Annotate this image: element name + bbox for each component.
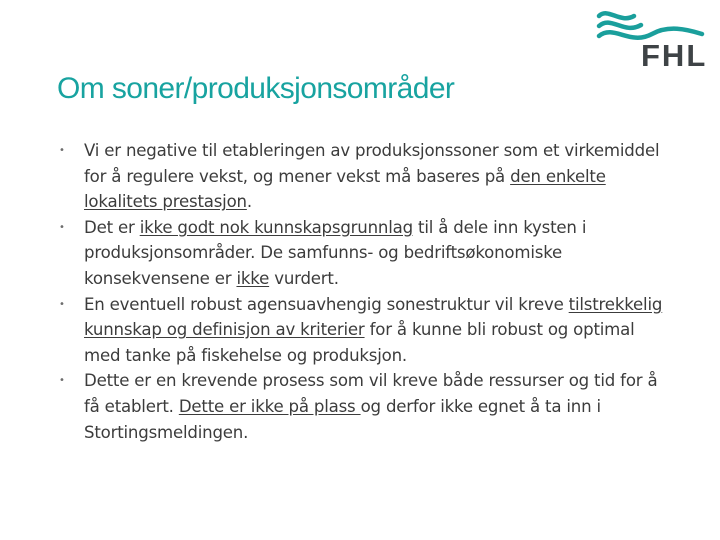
bullet-text: til å dele inn kysten i produksjonsområder. De samfunns- og bedriftsøkonomiske konsekvensene er bbox=[84, 217, 587, 288]
bullet-item bbox=[59, 292, 664, 369]
bullet-text: Det er bbox=[84, 217, 140, 237]
bullet-marker: • bbox=[59, 145, 65, 156]
bullet-list bbox=[59, 138, 664, 445]
underlined-phrase: tilstrekkelig kunnskap og definisjon av kriterier bbox=[84, 294, 663, 340]
bullet-item bbox=[59, 368, 664, 445]
bullet-text: og derfor ikke egnet å ta inn i Stortingsmeldingen. bbox=[84, 396, 601, 442]
bullet-text: vurdert. bbox=[269, 268, 339, 288]
bullet-text: Vi er negative til etableringen av produksjonssoner som et virkemiddel for å regulere vekst, og mener vekst må baseres på bbox=[84, 141, 660, 186]
logo-text: FHL bbox=[641, 38, 708, 73]
slide-title: Om soner/produksjonsområder bbox=[57, 72, 455, 105]
underlined-phrase: den enkelte lokalitets prestasjon bbox=[84, 166, 606, 212]
bullet-text: En eventuell robust agensuavhengig sonestruktur vil kreve bbox=[84, 294, 569, 314]
bullet-text: . bbox=[246, 192, 252, 212]
underlined-phrase: Dette er ikke på plass bbox=[178, 396, 361, 416]
underlined-phrase: ikke bbox=[236, 268, 270, 288]
bullet-marker: • bbox=[59, 298, 65, 310]
bullet-item bbox=[59, 138, 664, 215]
underlined-phrase: ikke godt nok kunnskapsgrunnlag bbox=[139, 217, 413, 237]
bullet-item bbox=[59, 215, 664, 292]
bullet-text: for å kunne bli robust og optimal med tanke på fiskehelse og produksjon. bbox=[84, 320, 635, 365]
bullet-text: Dette er en krevende prosess som vil kreve både ressurser og tid for å få etablert. bbox=[84, 371, 658, 416]
bullet-marker: • bbox=[59, 221, 65, 233]
bullet-marker: • bbox=[59, 375, 65, 387]
